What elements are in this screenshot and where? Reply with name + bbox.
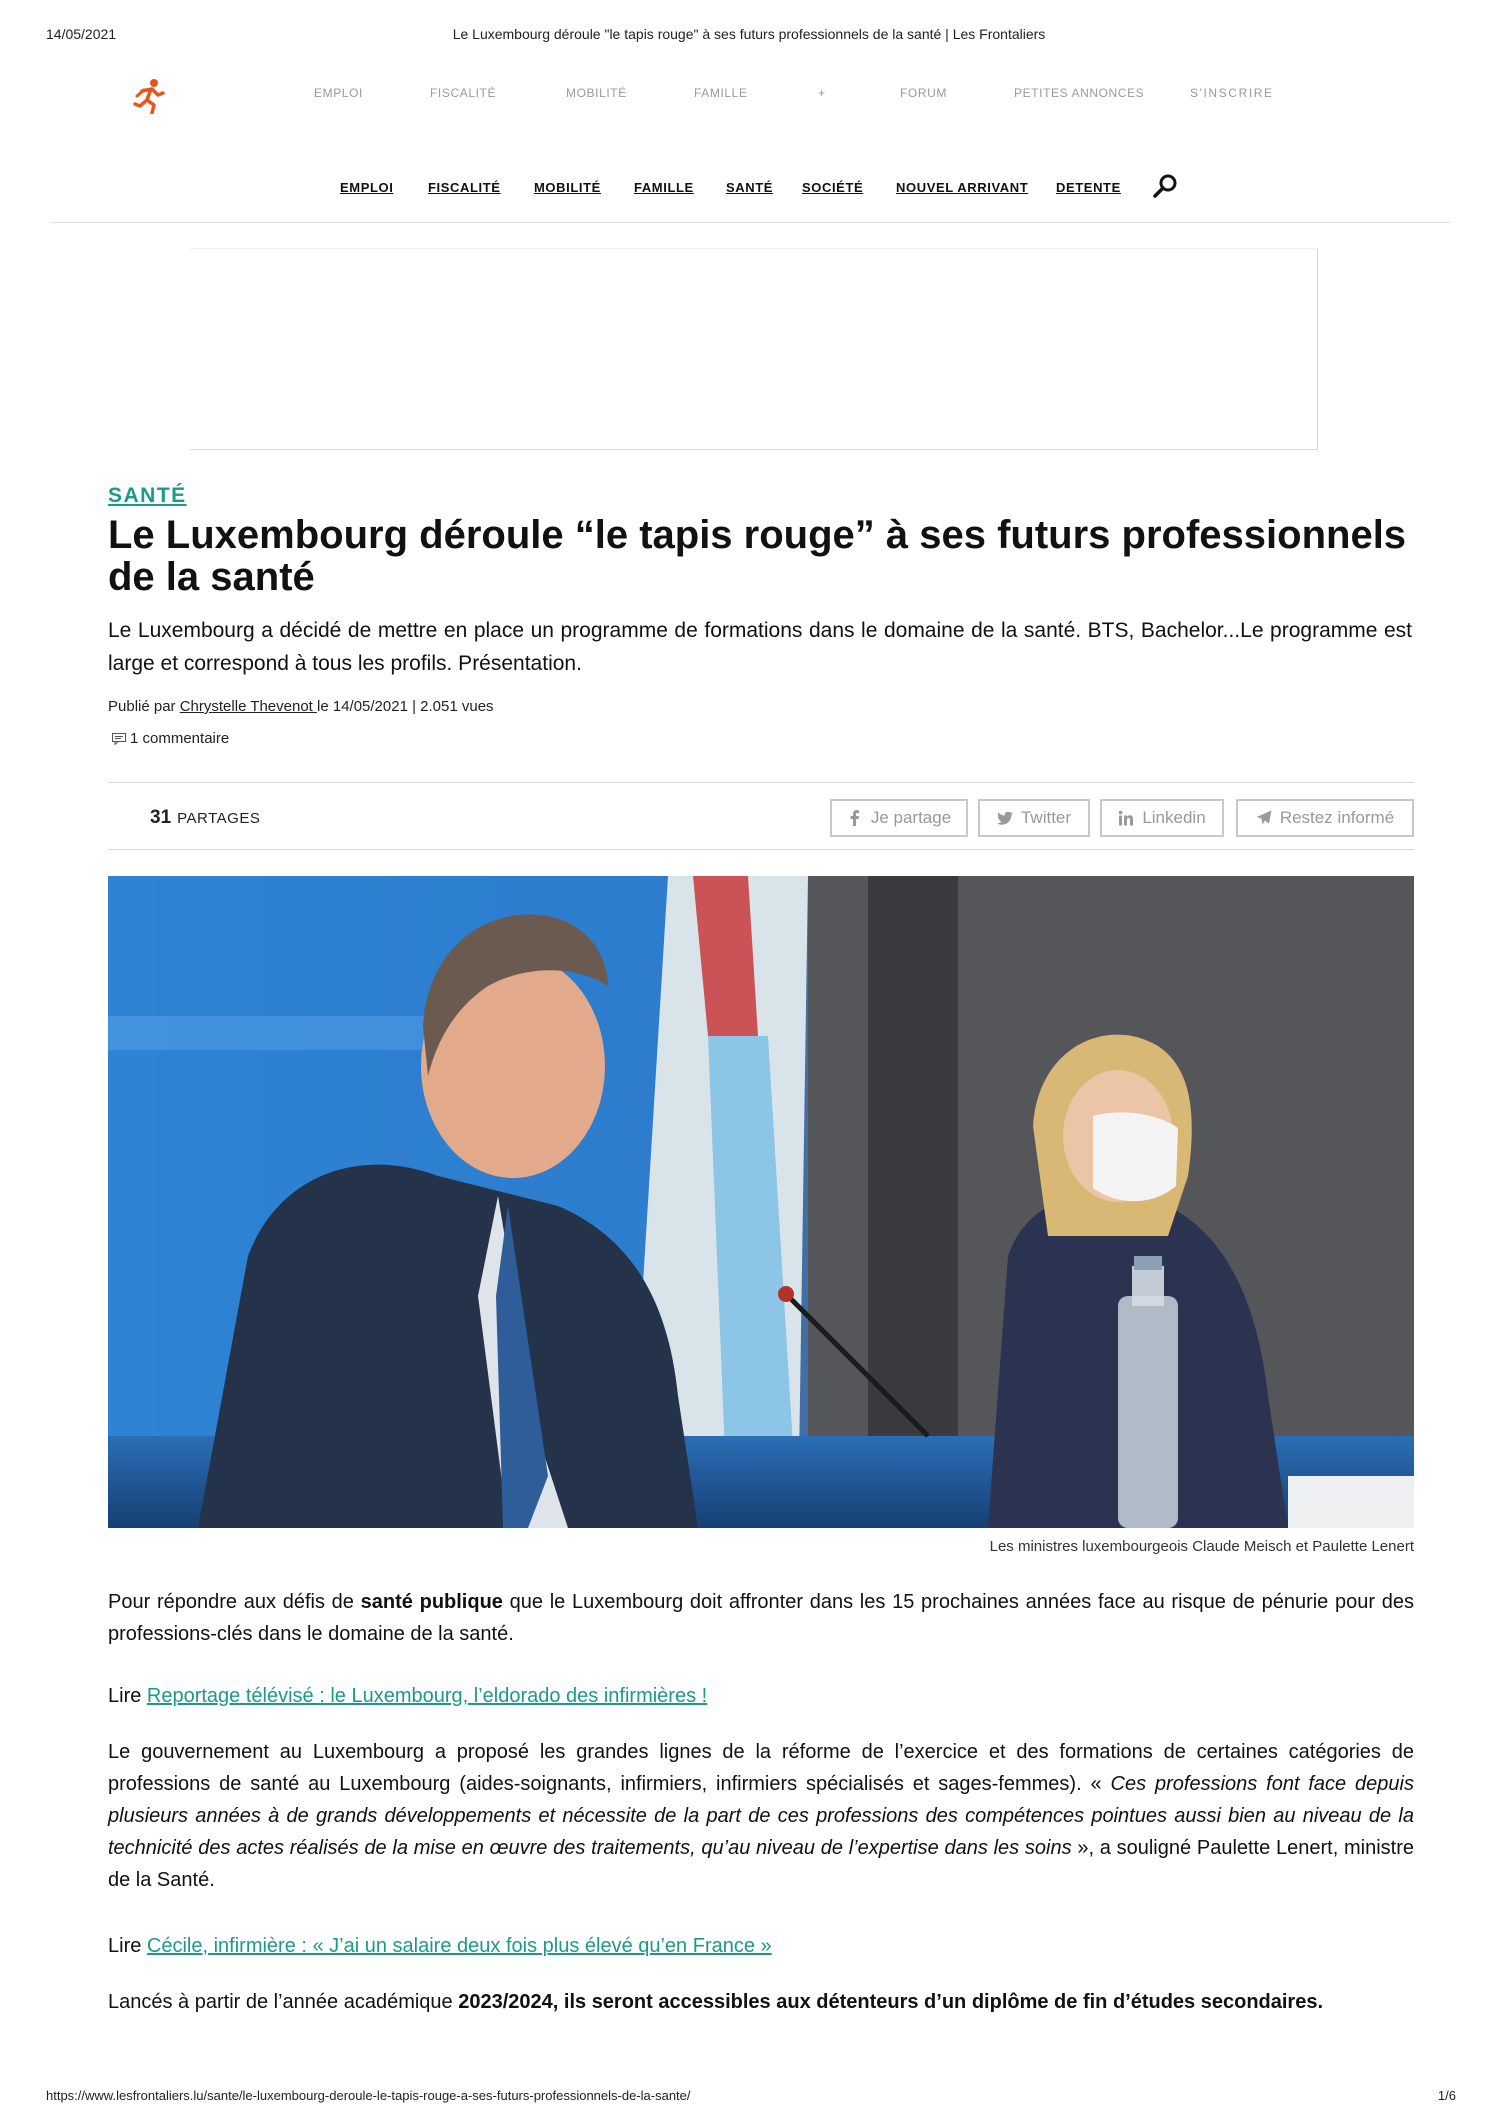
- paragraph-1: [108, 1586, 1414, 1650]
- topnav-more[interactable]: +: [818, 86, 826, 100]
- paragraph-2: [108, 1736, 1414, 1896]
- mainnav-sante[interactable]: SANTÉ: [726, 180, 774, 195]
- category-link[interactable]: SANTÉ: [108, 484, 187, 507]
- subscribe-label: Restez informé: [1279, 808, 1395, 827]
- top-nav: [290, 86, 1300, 106]
- topnav-famille[interactable]: FAMILLE: [694, 86, 748, 100]
- print-url: https://www.lesfrontaliers.lu/sante/le-luxembourg-deroule-le-tapis-rouge-a-ses-futurs-professionnels-de-la-sante/: [46, 2088, 691, 2103]
- comments-label: 1 commentaire: [130, 730, 230, 747]
- main-nav: [330, 180, 1190, 202]
- topnav-emploi[interactable]: EMPLOI: [314, 86, 363, 100]
- facebook-share-button[interactable]: [830, 799, 968, 837]
- print-title: Le Luxembourg déroule "le tapis rouge" à ses futurs professionnels de la santé | Les Frontaliers: [452, 26, 1046, 42]
- twitter-share-button[interactable]: [978, 799, 1090, 837]
- article-title: Le Luxembourg déroule “le tapis rouge” à ses futurs professionnels de la santé: [108, 513, 1407, 599]
- comments-link[interactable]: [112, 730, 229, 747]
- paper-plane-icon: [1256, 810, 1272, 826]
- mainnav-fiscalite[interactable]: FISCALITÉ: [428, 180, 501, 195]
- facebook-icon: [847, 810, 863, 826]
- subscribe-button[interactable]: [1236, 799, 1414, 837]
- read-also-1-link[interactable]: Reportage télévisé : le Luxembourg, l’eldorado des infirmières !: [146, 1685, 708, 1707]
- read-also-1-prefix: Lire: [108, 1685, 147, 1707]
- p5-bold-rest: , ils seront accessibles aux détenteurs d’un diplôme de fin d’études secondaires.: [552, 1991, 1324, 2013]
- site-logo[interactable]: [132, 78, 166, 114]
- share-count: [150, 807, 260, 829]
- linkedin-share-button[interactable]: [1100, 799, 1224, 837]
- read-also-1: [108, 1680, 1414, 1712]
- p3-quote: Ces professions font face depuis plusieurs années à de grands développements et nécessite de la part de ces professions des compétences pointues aussi bien au niveau de la technicité des actes réalisés de la mise en œuvre des traitements, qu’au niveau de l’expertise dans les soins: [108, 1773, 1414, 1859]
- comment-icon: [112, 733, 126, 745]
- share-count-label: PARTAGES: [177, 810, 261, 827]
- mainnav-detente[interactable]: DETENTE: [1056, 180, 1121, 195]
- running-person-icon: [132, 78, 166, 114]
- meta-prefix: Publié par: [108, 698, 176, 715]
- ad-slot: [190, 248, 1318, 450]
- paragraph-3: [108, 1986, 1414, 2018]
- linkedin-icon: [1118, 810, 1134, 826]
- topnav-forum[interactable]: FORUM: [900, 86, 947, 100]
- twitter-share-label: Twitter: [1020, 808, 1072, 827]
- facebook-share-label: Je partage: [870, 808, 952, 827]
- search-icon[interactable]: [1152, 172, 1180, 200]
- print-date: 14/05/2021: [46, 26, 117, 42]
- p1-text-a: Pour répondre aux défis de: [108, 1591, 361, 1613]
- mainnav-mobilite[interactable]: MOBILITÉ: [534, 180, 601, 195]
- p3-text-c: », a souligné Paulette Lenert, ministre de la Santé.: [108, 1837, 1414, 1891]
- p3-text-a: Le gouvernement au Luxembourg a proposé les grandes lignes de la réforme de l’exercice et des formations de certaines catégories de professions de santé au Luxembourg (aides-soignants, infirmiers, infirmiers spécialisés et sages-femmes). «: [108, 1741, 1414, 1795]
- read-also-2: [108, 1930, 1414, 1962]
- meta-date-views: le 14/05/2021 | 2.051 vues: [317, 698, 494, 715]
- topnav-petites-annonces[interactable]: PETITES ANNONCES: [1014, 86, 1145, 100]
- topnav-sinscrire[interactable]: S'INSCRIRE: [1190, 86, 1274, 100]
- p1-text-c: que le Luxembourg doit affronter dans les 15 prochaines années face au risque de pénurie pour des professions-clés dans le domaine de la santé.: [108, 1591, 1415, 1645]
- linkedin-share-label: Linkedin: [1142, 808, 1206, 827]
- read-also-2-link[interactable]: Cécile, infirmière : « J’ai un salaire deux fois plus élevé qu’en France »: [146, 1935, 772, 1957]
- share-count-value: 31: [150, 807, 172, 828]
- nav-divider: [50, 222, 1450, 223]
- article-lead: Le Luxembourg a décidé de mettre en place un programme de formations dans le domaine de la santé. BTS, Bachelor...Le programme est large et correspond à tous les profils. Présentation.: [108, 619, 1412, 675]
- mainnav-nouvel-arrivant[interactable]: NOUVEL ARRIVANT: [896, 180, 1029, 195]
- p5-bold-year: 2023/2024: [458, 1991, 553, 2013]
- article-meta: [108, 698, 494, 715]
- author-link[interactable]: Chrystelle Thevenot: [179, 698, 318, 715]
- topnav-mobilite[interactable]: MOBILITÉ: [566, 86, 627, 100]
- twitter-icon: [997, 810, 1013, 826]
- mainnav-societe[interactable]: SOCIÉTÉ: [802, 180, 864, 195]
- mainnav-famille[interactable]: FAMILLE: [634, 180, 694, 195]
- article-photo: [108, 876, 1414, 1528]
- photo-caption: Les ministres luxembourgeois Claude Meisch et Paulette Lenert: [989, 1538, 1414, 1555]
- p1-bold: santé publique: [360, 1591, 503, 1613]
- share-bar: [108, 782, 1414, 850]
- topnav-fiscalite[interactable]: FISCALITÉ: [430, 86, 497, 100]
- print-page-number: 1/6: [1437, 2088, 1456, 2103]
- p5-text-a: Lancés à partir de l’année académique: [108, 1991, 459, 2013]
- read-also-2-prefix: Lire: [108, 1935, 147, 1957]
- mainnav-emploi[interactable]: EMPLOI: [340, 180, 394, 195]
